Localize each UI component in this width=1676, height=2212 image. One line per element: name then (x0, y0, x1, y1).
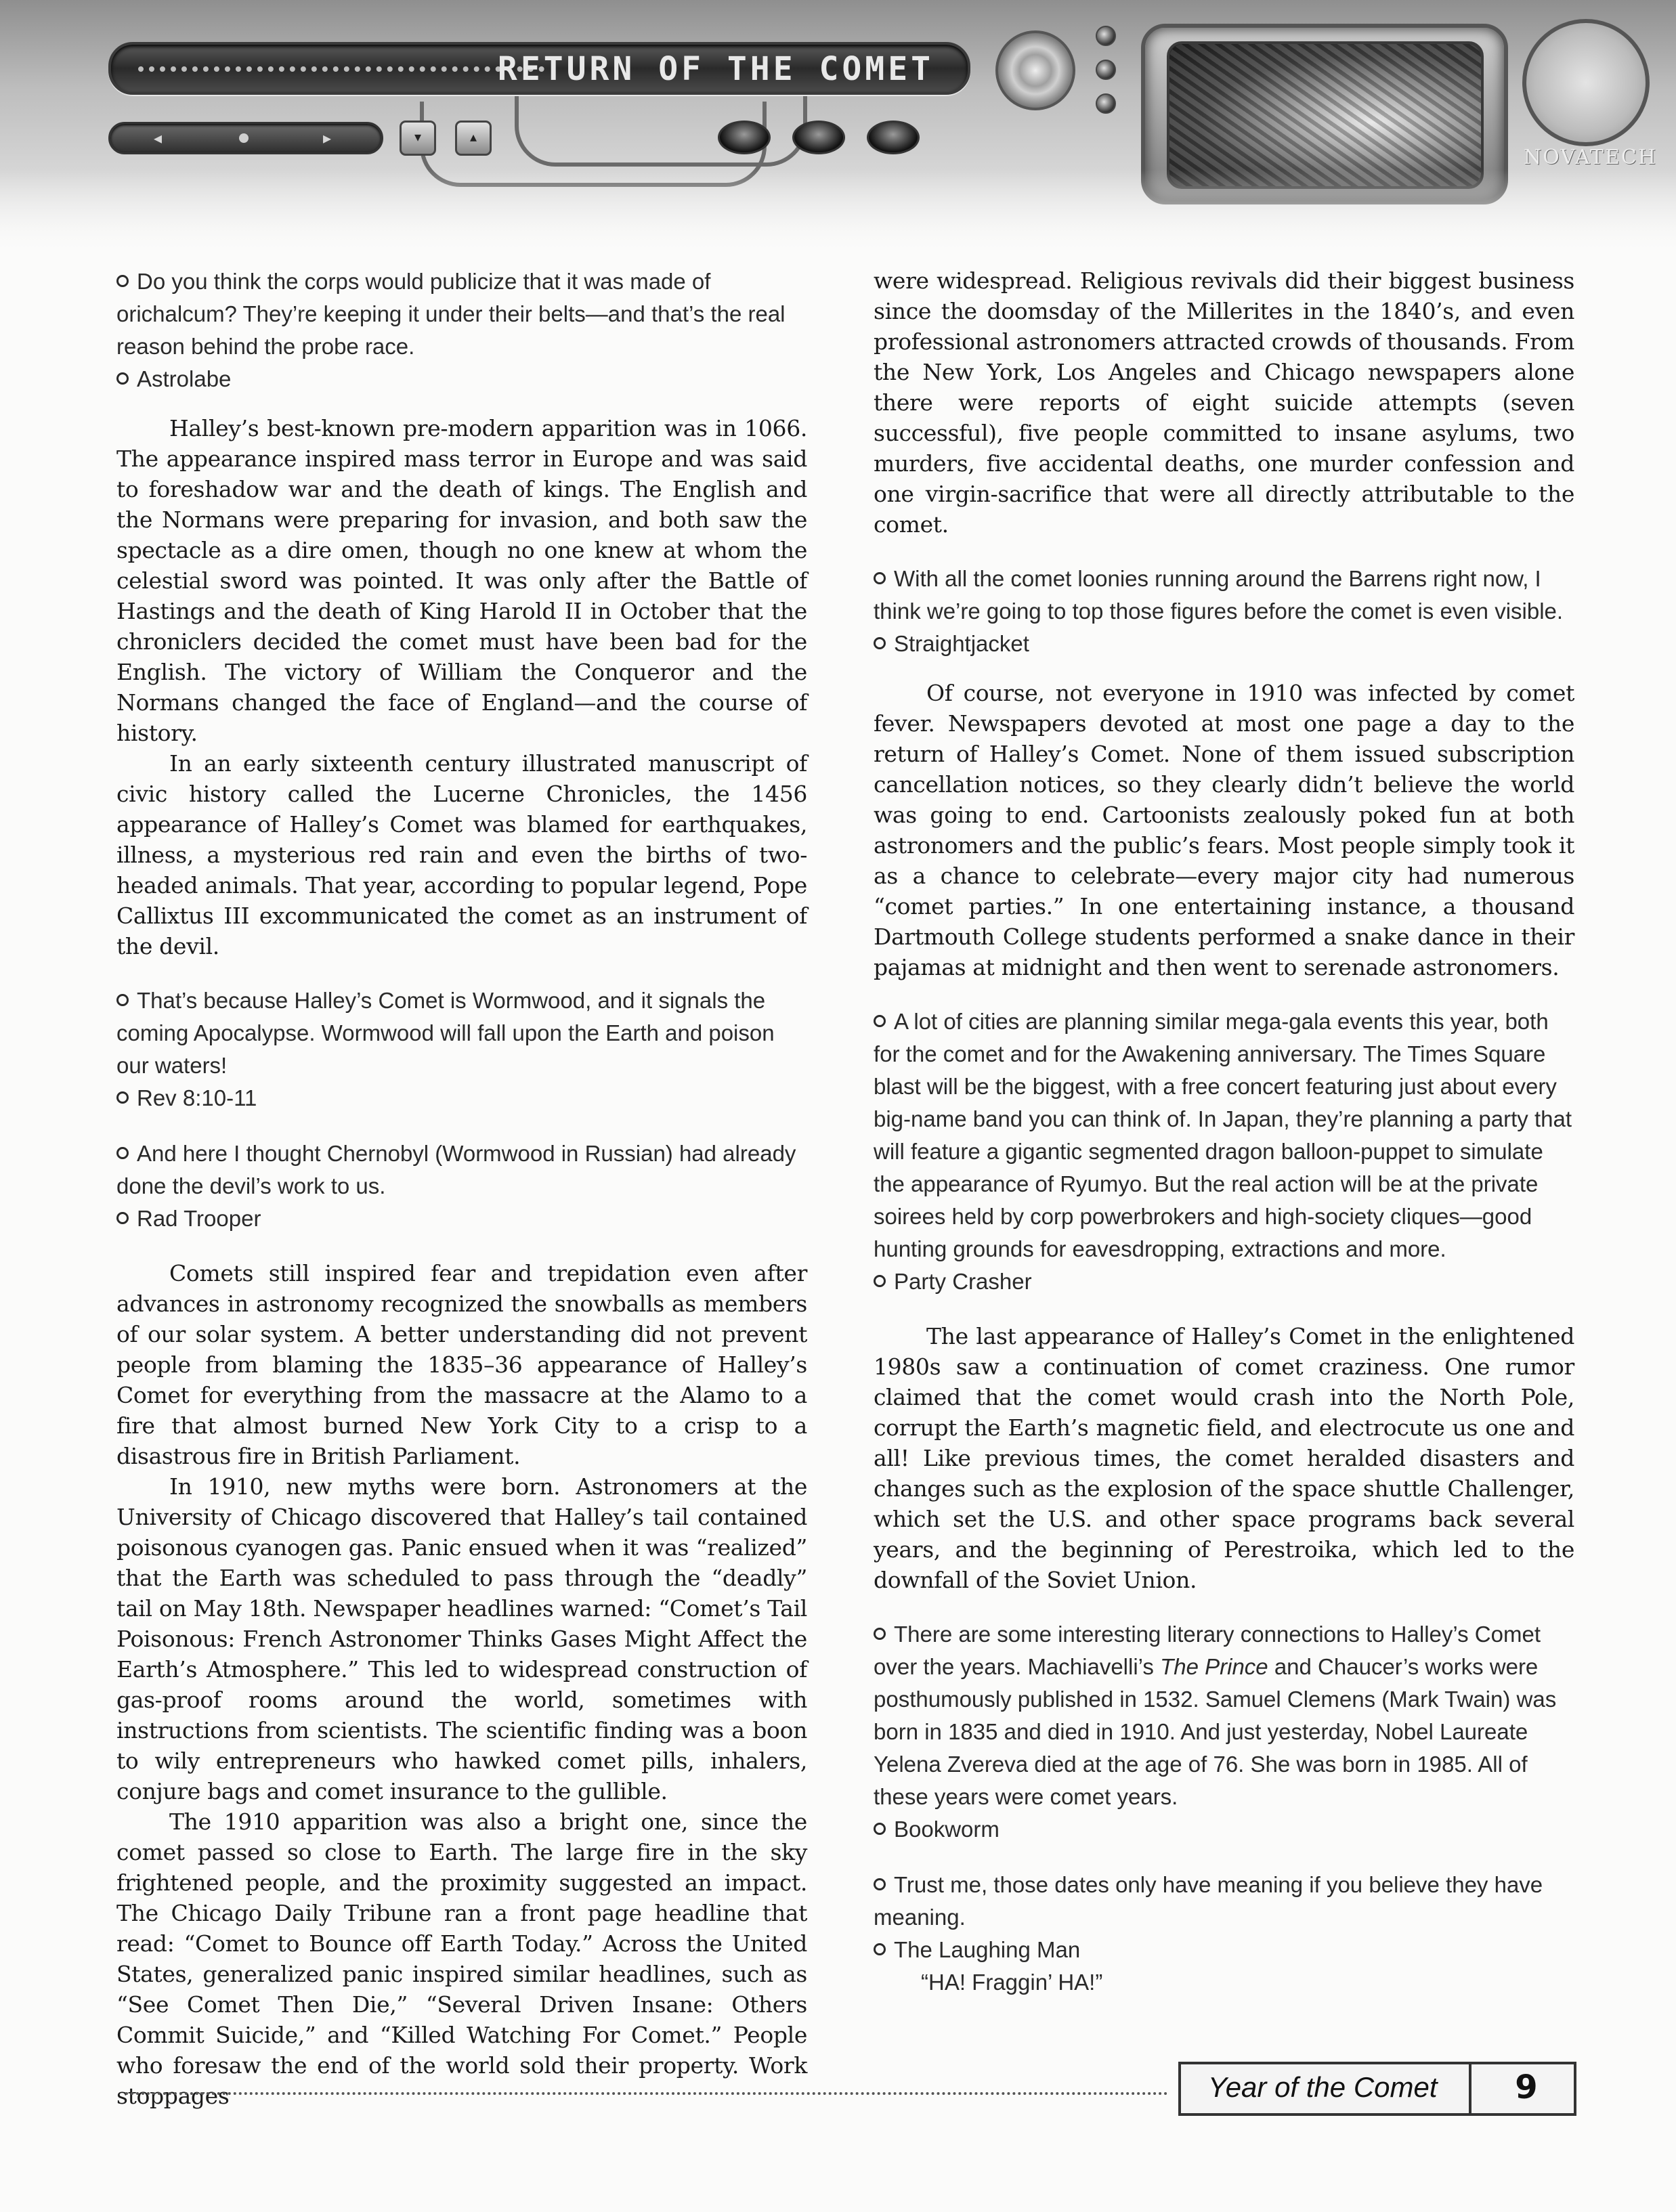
pill-button[interactable] (718, 121, 771, 154)
up-button[interactable]: ▴ (455, 121, 492, 156)
bullet-icon (874, 1275, 886, 1287)
right-column (874, 265, 1574, 1999)
bullet-icon (874, 1015, 886, 1027)
comment (116, 265, 807, 363)
body-paragraph: Comets still inspired fear and trepidation even after advances in astronomy recognized the snowballs as members of our solar system. A better understanding did not prevent people from blaming the 1835–36 appearance of Halley’s Comet for everything from the massacre at the Alamo to a fire that almost burned New York City to a crisp to a disastrous fire in British Parliament. (116, 1260, 807, 1469)
comment (874, 1618, 1574, 1813)
bullet-icon (874, 1878, 886, 1890)
comment-text: There are some interesting literary connections to Halley’s Comet over the years. Machiavelli’s (874, 1622, 1541, 1679)
bullet-icon (874, 637, 886, 649)
brand-label: NOVATECH (1524, 146, 1657, 169)
bullet-icon (874, 1823, 886, 1835)
comment (874, 1869, 1574, 1934)
comment-text: A lot of cities are planning similar mega-gala events this year, both for the comet and for the Awakening anniversary. The Times Square blast will be the biggest, with a free concert featuring just about every big-name band you can think of. In Japan, they’re planning a party that will feature a gigantic segmented dragon balloon-puppet to simulate the appearance of Ryumyo. But the real action will be at the private soirees held by corp powerbrokers and high-society cliques—good hunting grounds for eavesdropping, extractions and more. (874, 1009, 1572, 1261)
nav-right-icon[interactable]: ▸ (322, 129, 332, 148)
indicator-led (1096, 60, 1116, 80)
comment-text: That’s because Halley’s Comet is Wormwood, and it signals the coming Apocalypse. Wormwood will fall upon the Earth and poison our waters! (116, 988, 775, 1078)
bullet-icon (874, 572, 886, 584)
signature-text: Rev 8:10-11 (137, 1085, 257, 1110)
down-button[interactable]: ▾ (400, 121, 436, 156)
comment-text: Trust me, those dates only have meaning if you believe they have meaning. (874, 1872, 1543, 1930)
indicator-led (1096, 93, 1116, 114)
signature-text: Straightjacket (894, 631, 1029, 656)
header-device (0, 0, 1676, 251)
footer-book-title: Year of the Comet (1208, 2071, 1438, 2103)
body-paragraph: were widespread. Religious revivals did their biggest business since the doomsday of the Millerites in the 1840’s, and even professional astronomers attracted crowds of thousands. From the New York, Los Angeles and Chicago newspapers alone there were reports of eight suicide attempts (seven successful), five people committed to insane asylums, two murders, five accidental deaths, one murder confession and one virgin-sacrifice that were all directly attributable to the comet. (874, 267, 1574, 538)
comment-signature (116, 1202, 807, 1235)
bullet-icon (116, 275, 129, 287)
bullet-icon (874, 1628, 886, 1640)
comment-signature (874, 1265, 1574, 1298)
footer-divider (1469, 2064, 1471, 2113)
bullet-icon (116, 1091, 129, 1104)
pill-button[interactable] (867, 121, 920, 154)
signature-text: Astrolabe (137, 366, 232, 391)
signature-text: Bookworm (894, 1817, 1000, 1842)
bullet-icon (116, 994, 129, 1006)
footer-rule (125, 2089, 1168, 2095)
title-dots (138, 60, 544, 72)
footer-box (1178, 2062, 1576, 2116)
page-title: RETURN OF THE COMET (497, 50, 934, 88)
round-port (1522, 19, 1650, 146)
comment-signature (116, 363, 807, 395)
signature-quote: “HA! Fraggin’ HA!” (921, 1970, 1103, 1995)
book-title-italic: The Prince (1160, 1654, 1268, 1679)
dial-knob[interactable] (995, 30, 1075, 110)
comment-text: and Chaucer’s works were posthumously published in 1532. Samuel Clemens (Mark Twain) was born in 1835 and died in 1910. And just yesterday, Nobel Laureate Yelena Zvereva died at the age of 76. She was born in 1985. All of these years were comet years. (874, 1654, 1557, 1809)
comment-text: With all the comet loonies running around the Barrens right now, I think we’re going to top those figures before the comet is even visible. (874, 566, 1564, 624)
comment (116, 1137, 807, 1202)
comment (116, 984, 807, 1082)
page-number: 9 (1515, 2068, 1538, 2106)
body-paragraph: Halley’s best-known pre-modern apparition was in 1066. The appearance inspired mass terror in Europe and was said to foreshadow war and the death of kings. The English and the Normans were preparing for invasion, and both saw the spectacle as a dire omen, though no one knew at whom the celestial sword was pointed. It was only after the Battle of Hastings and the death of King Harold II in October that the chroniclers decided the comet must have been bad for the English. The victory of William the Conqueror and the Normans changed the face of England—and the course of history. (116, 415, 807, 746)
body-paragraph: Of course, not everyone in 1910 was infected by comet fever. Newspapers devoted at most one page a day to the return of Halley’s Comet. None of them issued subscription cancellation notices, so they clearly didn’t believe the world was going to end. Cartoonists zealously poked fun at both astronomers and the public’s fears. Most people simply took it as a chance to celebrate—every major city had numerous “comet parties.” In one entertaining instance, a thousand Dartmouth College students performed a snake dance in their pajamas at midnight and then went to serenade astronomers. (874, 680, 1574, 980)
header-fade (0, 169, 1676, 251)
nav-bar[interactable] (108, 122, 383, 154)
body-paragraph: The 1910 apparition was also a bright one, since the comet passed so close to Earth. The large fire in the sky frightened people, and the proximity suggested an impact. The Chicago Daily Tribune ran a front page headline that read: “Comet to Bounce off Earth Today.” Across the United States, generalized panic inspired similar headlines, such as “See Comet Then Die,” “Several Driven Insane: Others Commit Suicide,” and “Killed Watching For Comet.” People who foresaw the end of the world sold their property. Work stoppages (116, 1808, 807, 2109)
signature-text: Rad Trooper (137, 1206, 261, 1231)
comment (874, 1005, 1574, 1265)
comment-signature (116, 1082, 807, 1114)
comment (874, 563, 1574, 628)
bullet-icon (116, 372, 129, 385)
comment-signature (874, 628, 1574, 660)
bullet-icon (874, 1943, 886, 1955)
title-bar (108, 42, 970, 95)
comment-text: And here I thought Chernobyl (Wormwood in Russian) had already done the devil’s work to us. (116, 1141, 796, 1198)
comment-signature (874, 1934, 1574, 1966)
nav-left-icon[interactable]: ◂ (153, 129, 163, 148)
signature-text: The Laughing Man (894, 1937, 1081, 1962)
comment-signature (874, 1813, 1574, 1846)
body-paragraph: The last appearance of Halley’s Comet in the enlightened 1980s saw a continuation of comet craziness. One rumor claimed that the comet would crash into the North Pole, corrupt the Earth’s magnetic field, and electrocute us one and all! Like previous times, the comet heralded disasters and changes such as the explosion of the space shuttle Challenger, which set the U.S. and other space programs back several years, and the beginning of Perestroika, which led to the downfall of the Soviet Union. (874, 1323, 1574, 1593)
bullet-icon (116, 1212, 129, 1224)
signature-text: Party Crasher (894, 1269, 1032, 1294)
bullet-icon (116, 1147, 129, 1159)
body-paragraph: In an early sixteenth century illustrated manuscript of civic history called the Lucerne Chronicles, the 1456 appearance of Halley’s Comet was blamed for earthquakes, illness, a mysterious red rain and even the births of two-headed animals. That year, according to popular legend, Pope Callixtus III excommunicated the comet as an instrument of the devil. (116, 750, 807, 959)
pill-button[interactable] (792, 121, 845, 154)
body-paragraph: In 1910, new myths were born. Astronomers at the University of Chicago discovered that Halley’s tail contained poisonous cyanogen gas. Panic ensued when it was “realized” that the Earth was scheduled to pass through the “deadly” tail on May 18th. Newspaper headlines warned: “Comet’s Tail Poisonous: French Astronomer Thinks Gases Might Affect the Earth’s Atmosphere.” This led to widespread construction of gas-proof rooms around the world, sometimes with instructions from scientists. The scientific finding was a boon to wily entrepreneurs who hawked comet pills, inhalers, conjure bags and comet insurance to the gullible. (116, 1473, 807, 1804)
display-texture (1169, 44, 1481, 186)
left-column (116, 265, 807, 2111)
indicator-led (1096, 26, 1116, 46)
nav-position-dot (239, 133, 249, 143)
comment-text: Do you think the corps would publicize that it was made of orichalcum? They’re keeping it under their belts—and that’s the real reason behind the probe race. (116, 269, 786, 359)
display-screen (1167, 41, 1484, 189)
